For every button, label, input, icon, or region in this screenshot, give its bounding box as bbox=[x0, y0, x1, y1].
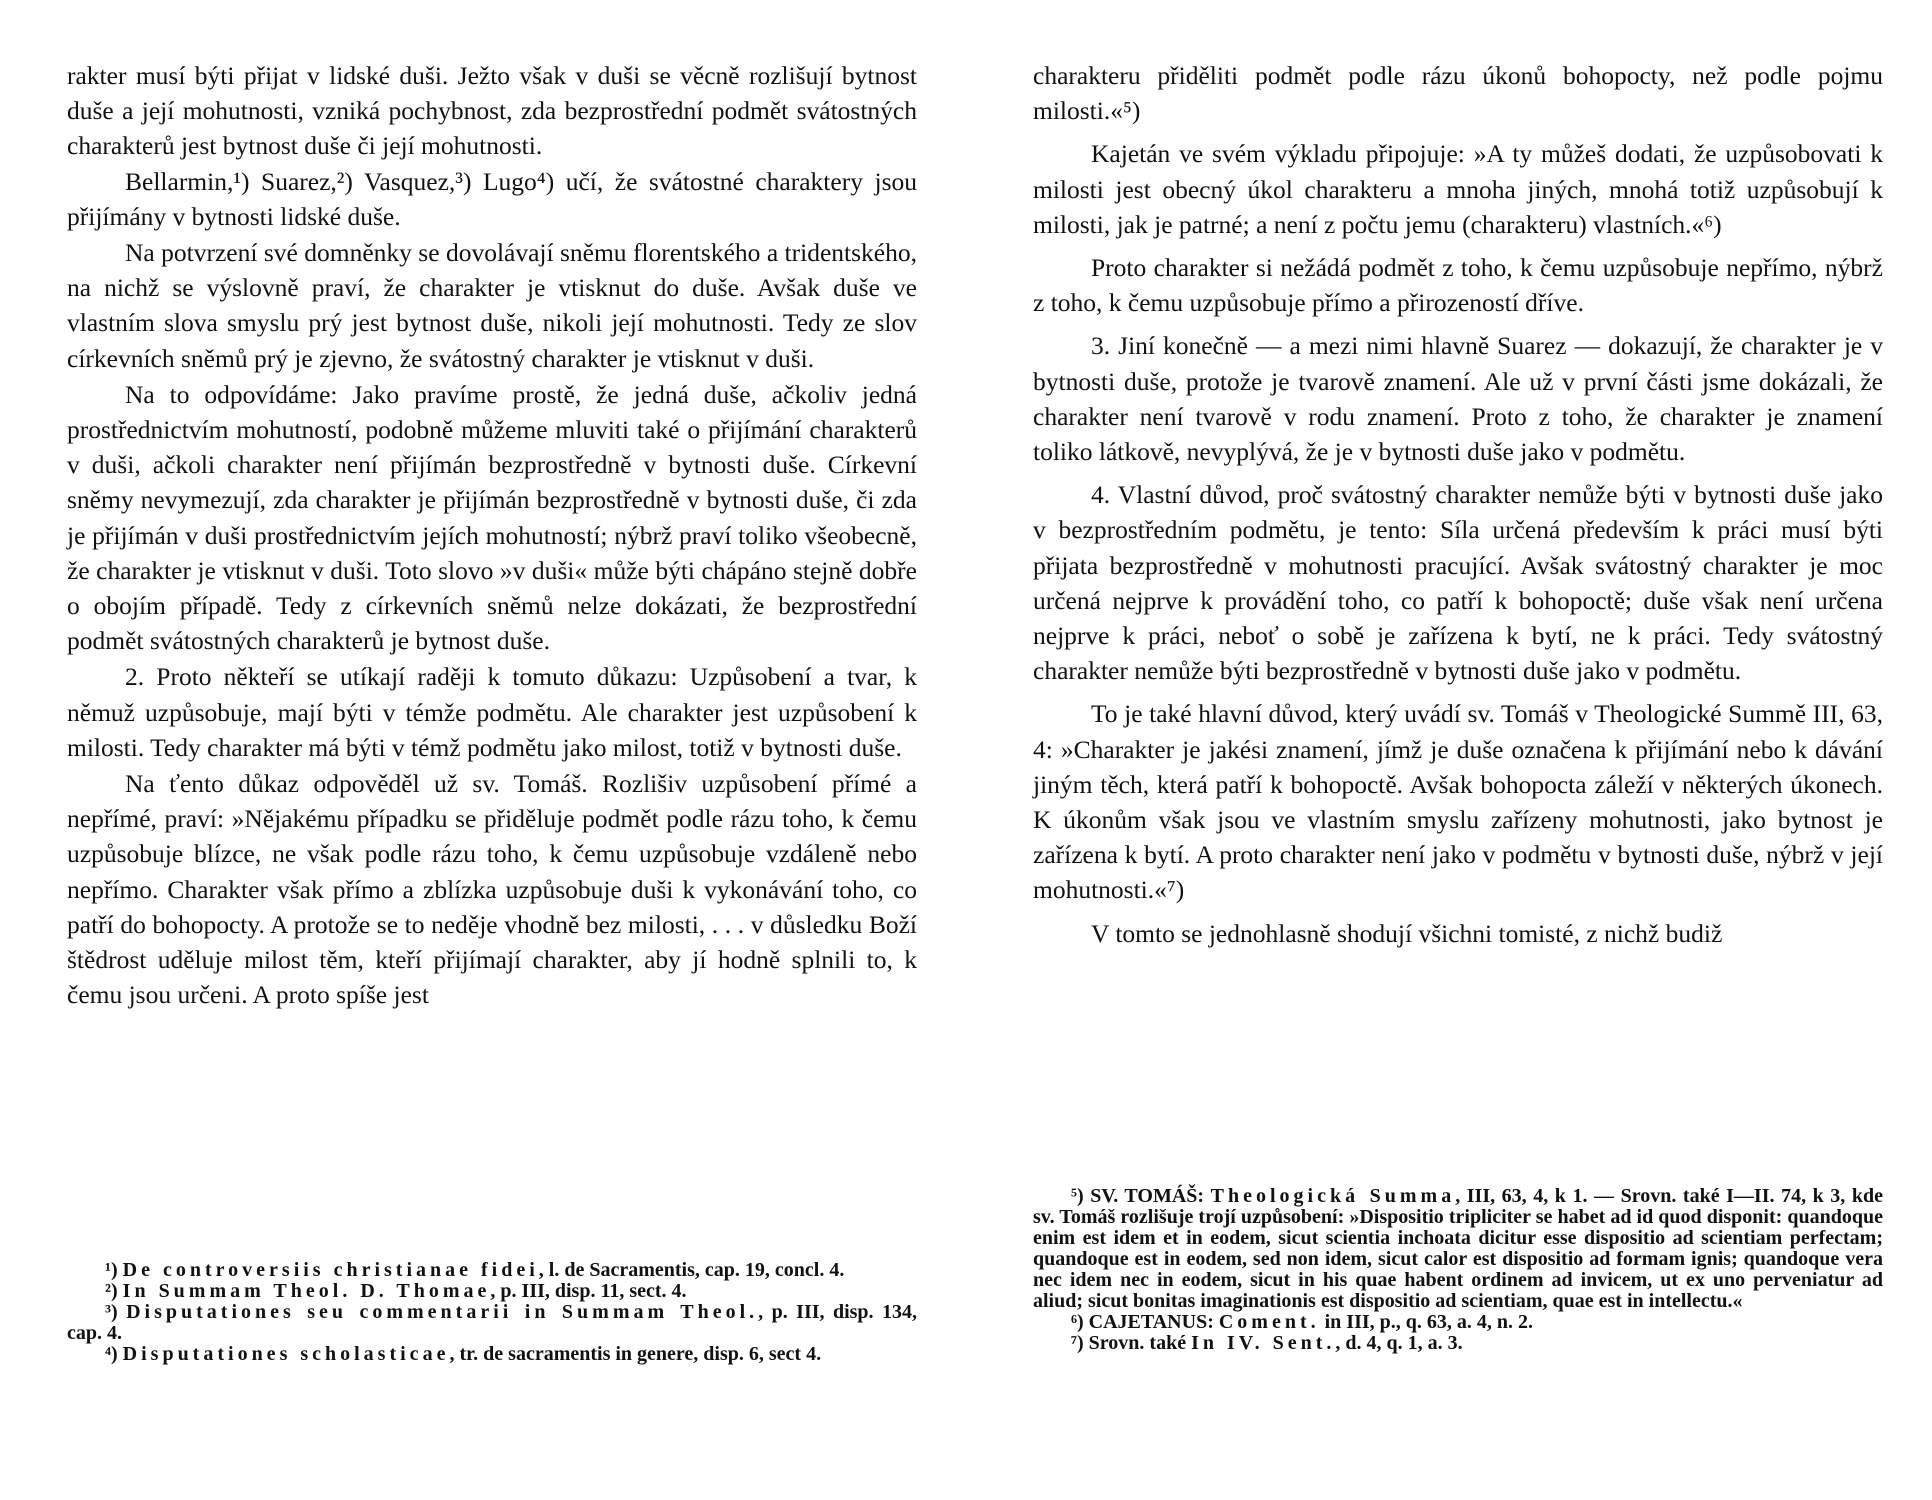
paragraph: Bellarmin,¹) Suarez,²) Vasquez,³) Lugo⁴) učí, že svátostné charaktery jsou přijímány v bytnosti lidské duše. bbox=[67, 166, 917, 231]
paragraph: charakteru přiděliti podmět podle rázu úkonů bohopocty, než podle pojmu milosti.«⁵) bbox=[1033, 61, 1883, 126]
paragraph: 3. Jiní konečně — a mezi nimi hlavně Suarez — dokazují, že charakter je v bytnosti duše, protože je tvarově znamení. Ale už v první části jsme dokázali, že charakter není tvarově v rodu znamení. Proto z toho, že charakter je znamení toliko látkově, nevyplývá, že je v bytnosti duše jako v podmětu. bbox=[1033, 331, 1883, 467]
paragraph: 4. Vlastní důvod, proč svátostný charakter nemůže býti v bytnosti duše jako v bezprostředním podmětu, je tento: Síla určená především k práci musí býti přijata bezprostředně v mohutnosti pracující. Avšak svátostný charakter je moc určená nejprve k provádění toho, co patří k bohopoctě; duše však není určena nejprve k práci, neboť o sobě je zařízena k bytí, ne k práci. Tedy svátostný charakter nemůže býti bezprostředně v bytnosti duše jako v podmětu. bbox=[1033, 480, 1883, 686]
footnote: ⁶) CAJETANUS: Coment. in III, p., q. 63, a. 4, n. 2. bbox=[1071, 1311, 1534, 1333]
footnote-title: Coment. bbox=[1218, 1311, 1320, 1333]
paragraph: Proto charakter si nežádá podmět z toho, k čemu uzpůsobuje nepřímo, nýbrž z toho, k čemu uzpůsobuje přímo a přirozeností dříve. bbox=[1033, 253, 1883, 318]
footnote-title: De controversiis christianae fidei bbox=[122, 1259, 539, 1281]
left-page bbox=[67, 58, 918, 1365]
footnote: ⁵) SV. TOMÁŠ: Theologická Summa, III, 63, 4, k 1. — Srovn. také I—II. 74, k 3, kde sv. Tomáš rozlišuje trojí uzpůsobení: »Dispositio tripliciter se habet ad id quod disponit: quandoque enim est idem et in eodem, sicut scientia inchoata dicitur esse dispositio ad scientiam perfectam; quandoque est in eodem, sed non idem, sicut calor est dispositio ad formam ignis; quandoque vera nec idem nec in eodem, sicut in his quae habent ordinem ad invicem, ut ex uno perveniatur ad aliud; sicut bonitas imaginationis est dispositio ad scientiam, quae est in intellectu.« bbox=[1033, 1185, 1883, 1312]
right-page bbox=[1033, 58, 1883, 1354]
left-page-body bbox=[67, 58, 917, 1012]
paragraph: Na to odpovídáme: Jako pravíme prostě, že jedná duše, ačkoliv jedná prostřednictvím mohutností, podobně můžeme mluviti také o přijímání charakterů v duši, ačkoli charakter není přijímán bezprostředně v bytnosti duše. Církevní sněmy nevymezují, zda charakter je přijímán bezprostředně v bytnosti duše, či zda je přijímán v duši prostřednictvím jejích mohutností; nýbrž praví toliko všeobecně, že charakter je vtisknut v duši. Toto slovo »v duši« může býti chápáno stejně dobře o obojím případě. Tedy z církevních sněmů nelze dokázati, že bezprostřední podmět svátostných charakterů je bytnost duše. bbox=[67, 379, 917, 656]
paragraph: V tomto se jednohlasně shodují všichni tomisté, z nichž budiž bbox=[1091, 918, 1723, 948]
footnote: ⁷) Srovn. také In IV. Sent., d. 4, q. 1, a. 3. bbox=[1071, 1332, 1463, 1354]
footnote-title: In IV. Sent. bbox=[1191, 1332, 1336, 1354]
footnote-title: Disputationes seu commentarii in Summam Theol. bbox=[126, 1301, 759, 1323]
footnote: ⁴) Disputationes scholasticae, tr. de sacramentis in genere, disp. 6, sect 4. bbox=[105, 1343, 822, 1365]
footnote: ²) In Summam Theol. D. Thomae, p. III, disp. 11, sect. 4. bbox=[105, 1280, 687, 1302]
paragraph: Na potvrzení své domněnky se dovolávají sněmu florentského a tridentského, na nichž se výslovně praví, že charakter je vtisknut do duše. Avšak duše ve vlastním slova smyslu prý jest bytnost duše, nikoli její mohutnosti. Tedy ze slov církevních sněmů prý je zjevno, že svátostný charakter je vtisknut v duši. bbox=[67, 238, 917, 373]
footnote: ¹) De controversiis christianae fidei, l. de Sacramentis, cap. 19, concl. 4. bbox=[105, 1259, 845, 1281]
footnote-title: Theologická Summa bbox=[1210, 1185, 1456, 1207]
paragraph: 2. Proto někteří se utíkají raději k tomuto důkazu: Uzpůsobení a tvar, k němuž uzpůsobuje, mají býti v témže podmětu. Ale charakter jest uzpůsobení k milosti. Tedy charakter má býti v témž podmětu jako milost, totiž v bytnosti duše. bbox=[67, 662, 917, 762]
right-page-body bbox=[1033, 58, 1883, 951]
right-footnotes bbox=[1033, 1186, 1883, 1354]
paragraph: rakter musí býti přijat v lidské duši. Ježto však v duši se věcně rozlišují bytnost duše a její mohutnosti, vzniká pochybnost, zda bezprostřední podmět svátostných charakterů jest bytnost duše či její mohutnosti. bbox=[67, 61, 917, 161]
paragraph: Na ťento důkaz odpověděl už sv. Tomáš. Rozlišiv uzpůsobení přímé a nepřímé, praví: »Nějakému případku se přiděluje podmět podle rázu toho, k čemu uzpůsobuje blízce, ne však podle rázu toho, k čemu uzpůsobuje vzdáleně nebo nepřímo. Charakter však přímo a zblízka uzpůsobuje duši k vykonávání toho, co patří do bohopocty. A protože se to neděje vhodně bez milosti, . . . v důsledku Boží štědrost uděluje milost těm, kteří přijímají charakter, aby jí hodně splnili to, k čemu jsou určeni. A proto spíše jest bbox=[67, 769, 917, 1010]
footnote-title: Disputationes scholasticae bbox=[122, 1343, 450, 1365]
paragraph: Kajetán ve svém výkladu připojuje: »A ty můžeš dodati, že uzpůsobovati k milosti jest obecný úkol charakteru a mnoha jiných, mnohá totiž uzpůsobují k milosti, jak je patrné; a není z počtu jemu (charakteru) vlastních.«⁶) bbox=[1033, 139, 1883, 239]
footnote: ³) Disputationes seu commentarii in Summam Theol., p. III, disp. 134, cap. 4. bbox=[67, 1301, 918, 1344]
left-footnotes bbox=[67, 1260, 917, 1365]
paragraph: To je také hlavní důvod, který uvádí sv. Tomáš v Theologické Summě III, 63, 4: »Charakter je jakési znamení, jímž je duše označena k přijímání nebo k dávání jiným těch, která patří k bohopoctě. Avšak bohopocta záleží v některých úkonech. K úkonům však jsou ve vlastním smyslu zařízeny mohutnosti, jako bytnost je zařízena k bytí. A proto charakter není jako v podmětu v bytnosti duše, nýbrž v její mohutnosti.«⁷) bbox=[1033, 699, 1883, 905]
footnote-title: In Summam Theol. D. Thomae bbox=[122, 1280, 491, 1302]
